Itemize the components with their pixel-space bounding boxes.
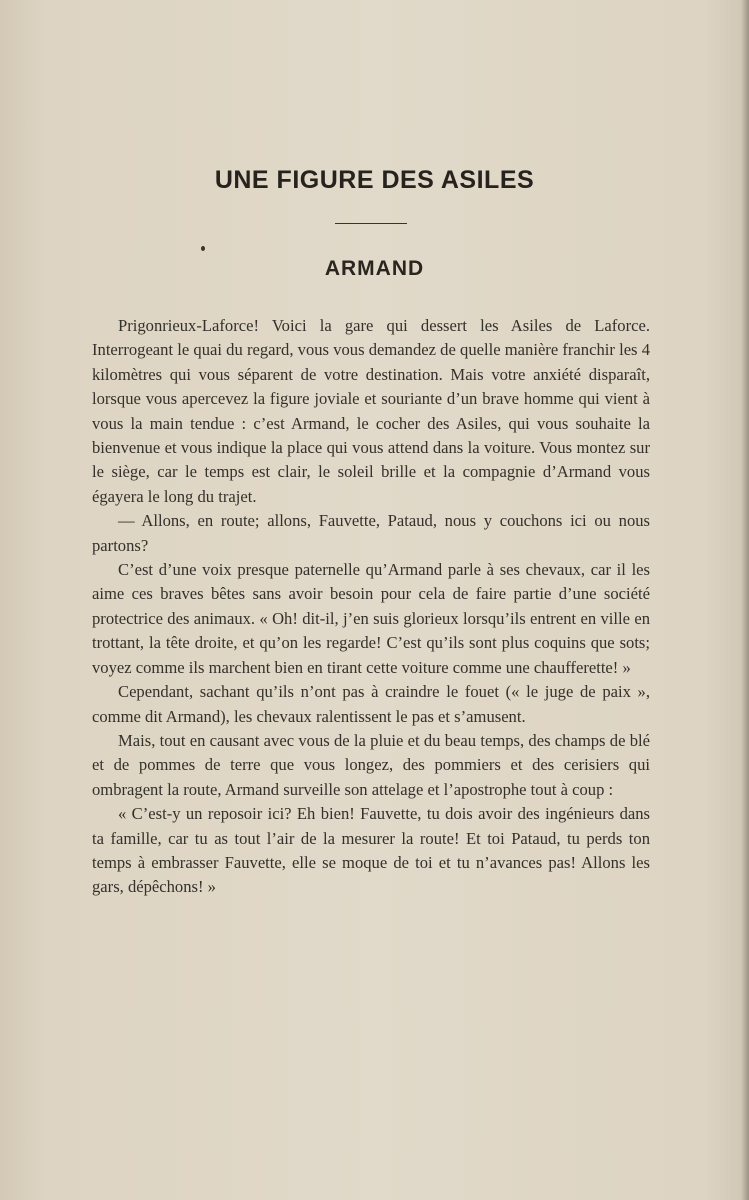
ink-speck [201,246,205,251]
paragraph: Prigonrieux-Laforce! Voici la gare qui dessert les Asiles de Laforce. Interrogeant le quai du regard, vous vous demandez de quelle manière franchir les 4 kilomètres qui vous séparent de votre destination. Mais votre anxiété disparaît, lorsque vous apercevez la figure joviale et souriante d’un brave homme qui vient à vous la main tendue : c’est Armand, le cocher des Asiles, qui vous souhaite la bienvenue et vous indique la place qui vous attend dans la voiture. Vous montez sur le siège, car le temps est clair, le soleil brille et la compagnie d’Armand vous égayera le long du trajet. [92,316,650,506]
paragraph: — Allons, en route; allons, Fauvette, Pataud, nous y couchons ici ou nous partons? [92,511,650,555]
paragraph: « C’est-y un reposoir ici? Eh bien! Fauvette, tu dois avoir des ingénieurs dans ta famille, car tu as tout l’air de la mesurer la route! Et toi Pataud, tu perds ton temps à embrasser Fauvette, elle se moque de toi et tu n’avances pas! Allons les gars, dépêchons! » [92,804,650,897]
title-divider [335,223,407,224]
paragraph: Cependant, sachant qu’ils n’ont pas à craindre le fouet (« le juge de paix », comme dit Armand), les chevaux ralentissent le pas et s’amusent. [92,682,650,726]
paragraph: C’est d’une voix presque paternelle qu’Armand parle à ses chevaux, car il les aime ces braves bêtes sans avoir besoin pour cela de faire partie d’une société protectrice des animaux. « Oh! dit-il, j’en suis glorieux lorsqu’ils entrent en ville en trottant, la tête droite, et qu’on les regarde! C’est qu’ils sont plus coquins que sots; voyez comme ils marchent bien en tirant cette voiture comme une chaufferette! » [92,560,650,677]
paragraph: Mais, tout en causant avec vous de la pluie et du beau temps, des champs de blé et de pommes de terre que vous longez, des pommiers et des cerisiers qui ombragent la route, Armand surveille son attelage et l’apostrophe tout à coup : [92,730,650,799]
body-text [92,314,650,900]
chapter-title: UNE FIGURE DES ASILES [214,166,535,194]
section-title: ARMAND [324,257,425,280]
